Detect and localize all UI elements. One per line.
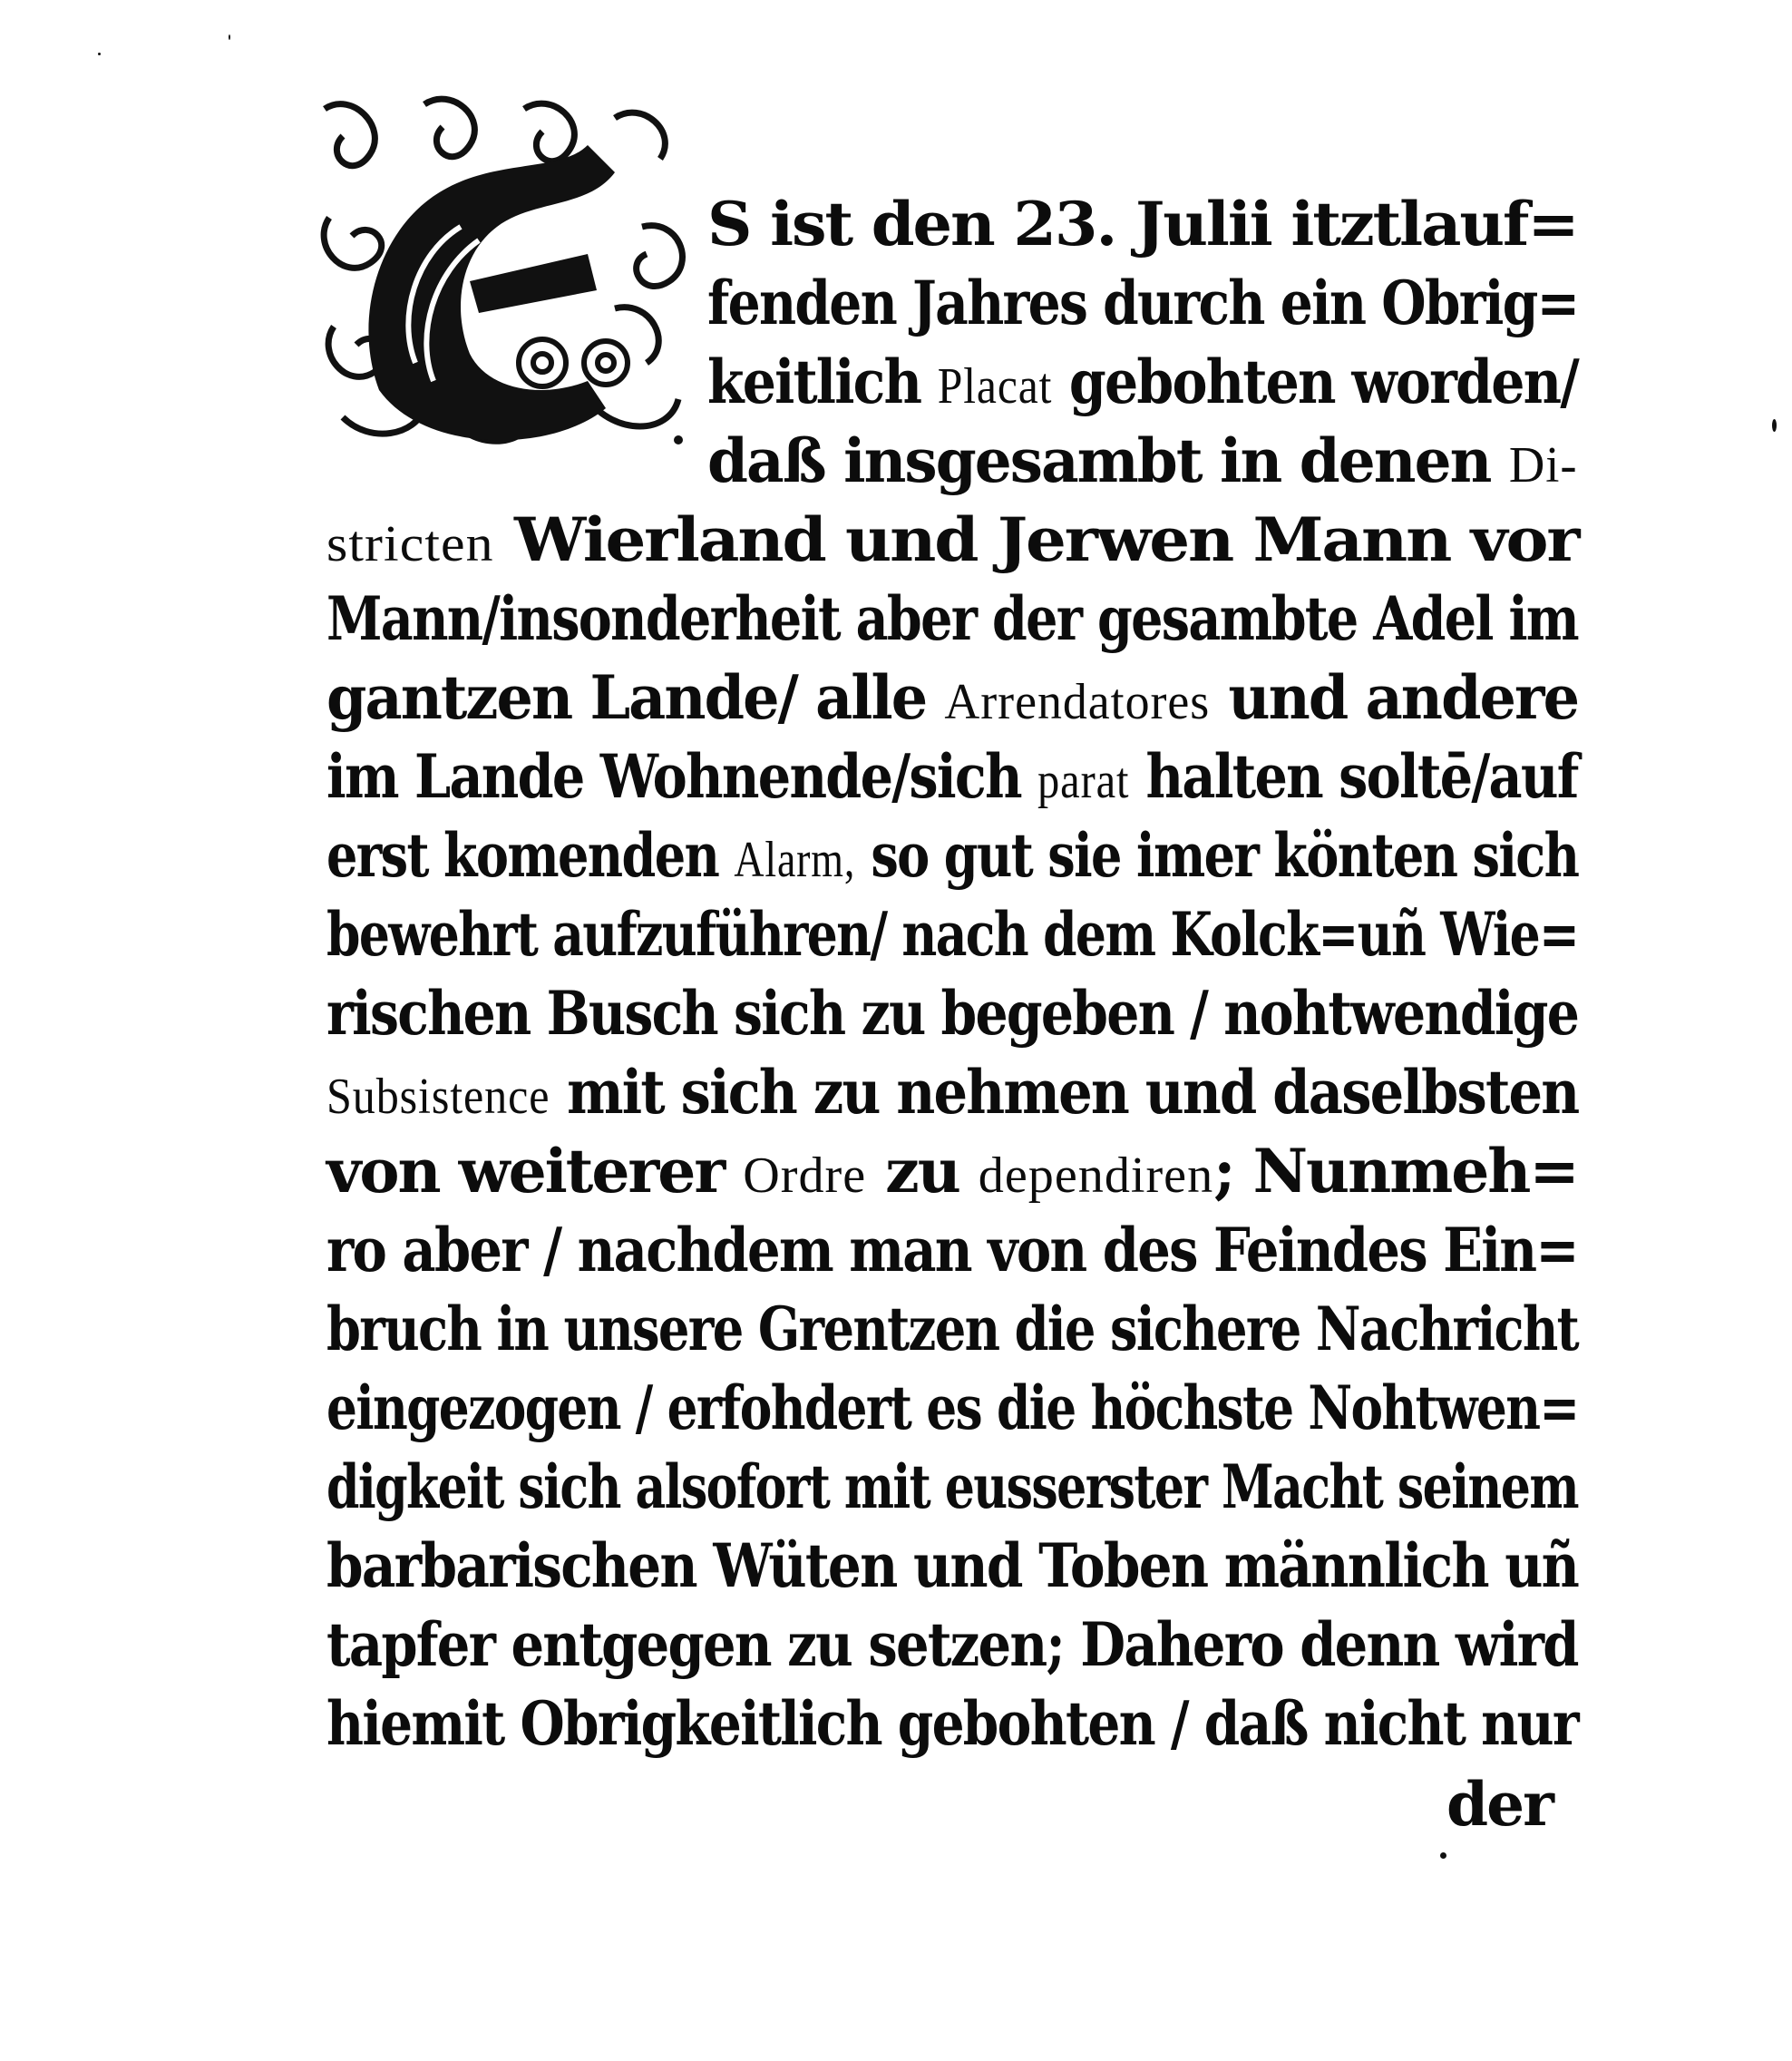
text-segment: ; Nunmeh= (1213, 1136, 1578, 1206)
text-line (326, 975, 1578, 1051)
text-segment: dependiren (978, 1148, 1214, 1204)
text-segment: und andere (1210, 662, 1579, 733)
text-line (707, 186, 1578, 262)
text-line (707, 423, 1578, 499)
text-segment: tapfer entgegen zu setzen; Dahero denn wird (326, 1609, 1578, 1680)
text-line (707, 344, 1578, 420)
text-segment: Mann/insonderheit aber der gesambte Adel im (326, 583, 1578, 654)
text-segment: Alarm, (734, 832, 856, 888)
text-segment: fenden Jahres durch ein Obrig= (707, 268, 1579, 338)
text-segment: keitlich (707, 347, 938, 417)
text-segment: Subsistence (326, 1069, 550, 1125)
text-segment: von weiterer (326, 1136, 744, 1206)
text-segment: im Lande Wohnende/sich (326, 741, 1038, 812)
text-segment: Wierland und Jerwen Mann vor (493, 504, 1579, 575)
text-segment: digkeit sich alsofort mit eusserster Macht seinem (326, 1451, 1578, 1522)
text-segment: bewehrt aufzuführen/ nach dem Kolck=uñ Wie= (326, 899, 1579, 970)
text-line (326, 896, 1578, 972)
text-segment: rischen Busch sich zu begeben / nohtwendige (326, 978, 1579, 1049)
text-segment: Ordre (743, 1148, 867, 1204)
text-segment: barbarischen Wüten und Toben männlich uñ (326, 1530, 1579, 1601)
text-segment: gantzen Lande/ alle (326, 662, 945, 733)
scan-speck (98, 53, 101, 55)
text-segment: bruch in unsere Grentzen die sichere Nachricht (326, 1294, 1579, 1364)
text-segment: parat (1037, 753, 1130, 809)
text-line (326, 1370, 1578, 1446)
text-line (326, 738, 1578, 815)
text-segment: Di- (1508, 437, 1578, 493)
text-line (326, 1054, 1578, 1130)
text-segment: ro aber / nachdem man von des Feindes Ein= (326, 1215, 1578, 1285)
text-line (326, 1291, 1578, 1367)
text-line (326, 659, 1578, 736)
text-line (326, 502, 1578, 578)
text-segment: eingezogen / erfohdert es die höchste Nohtwen= (326, 1372, 1579, 1443)
scan-speck (1440, 1852, 1446, 1859)
decorated-initial (316, 91, 715, 481)
text-line (326, 1212, 1578, 1288)
text-segment: halten soltē/auf (1129, 741, 1578, 812)
text-segment: Placat (937, 358, 1053, 415)
catchword: der (1446, 1769, 1553, 1840)
text-line (326, 1685, 1578, 1762)
text-segment: daß insgesambt in denen (707, 425, 1509, 496)
text-segment: S ist den 23. Julii itztlauf= (707, 189, 1578, 259)
text-line (707, 265, 1578, 341)
text-line (326, 581, 1578, 657)
text-line (326, 1133, 1578, 1209)
text-line (326, 1607, 1578, 1683)
text-segment: Arrendatores (944, 674, 1211, 730)
text-segment: hiemit Obrigkeitlich gebohten / daß nicht nur (326, 1688, 1578, 1759)
scan-speck (229, 34, 230, 40)
text-segment: erst komenden (326, 820, 735, 891)
scan-speck (1772, 419, 1777, 432)
text-line (326, 817, 1578, 894)
text-segment: gebohten worden/ (1052, 347, 1578, 417)
text-segment: stricten (326, 516, 494, 572)
text-segment: zu (866, 1136, 979, 1206)
text-segment: mit sich zu nehmen und daselbsten (550, 1057, 1579, 1128)
text-line (326, 1528, 1578, 1604)
text-line (326, 1449, 1578, 1525)
text-segment: so gut sie imer könten sich (855, 820, 1579, 891)
